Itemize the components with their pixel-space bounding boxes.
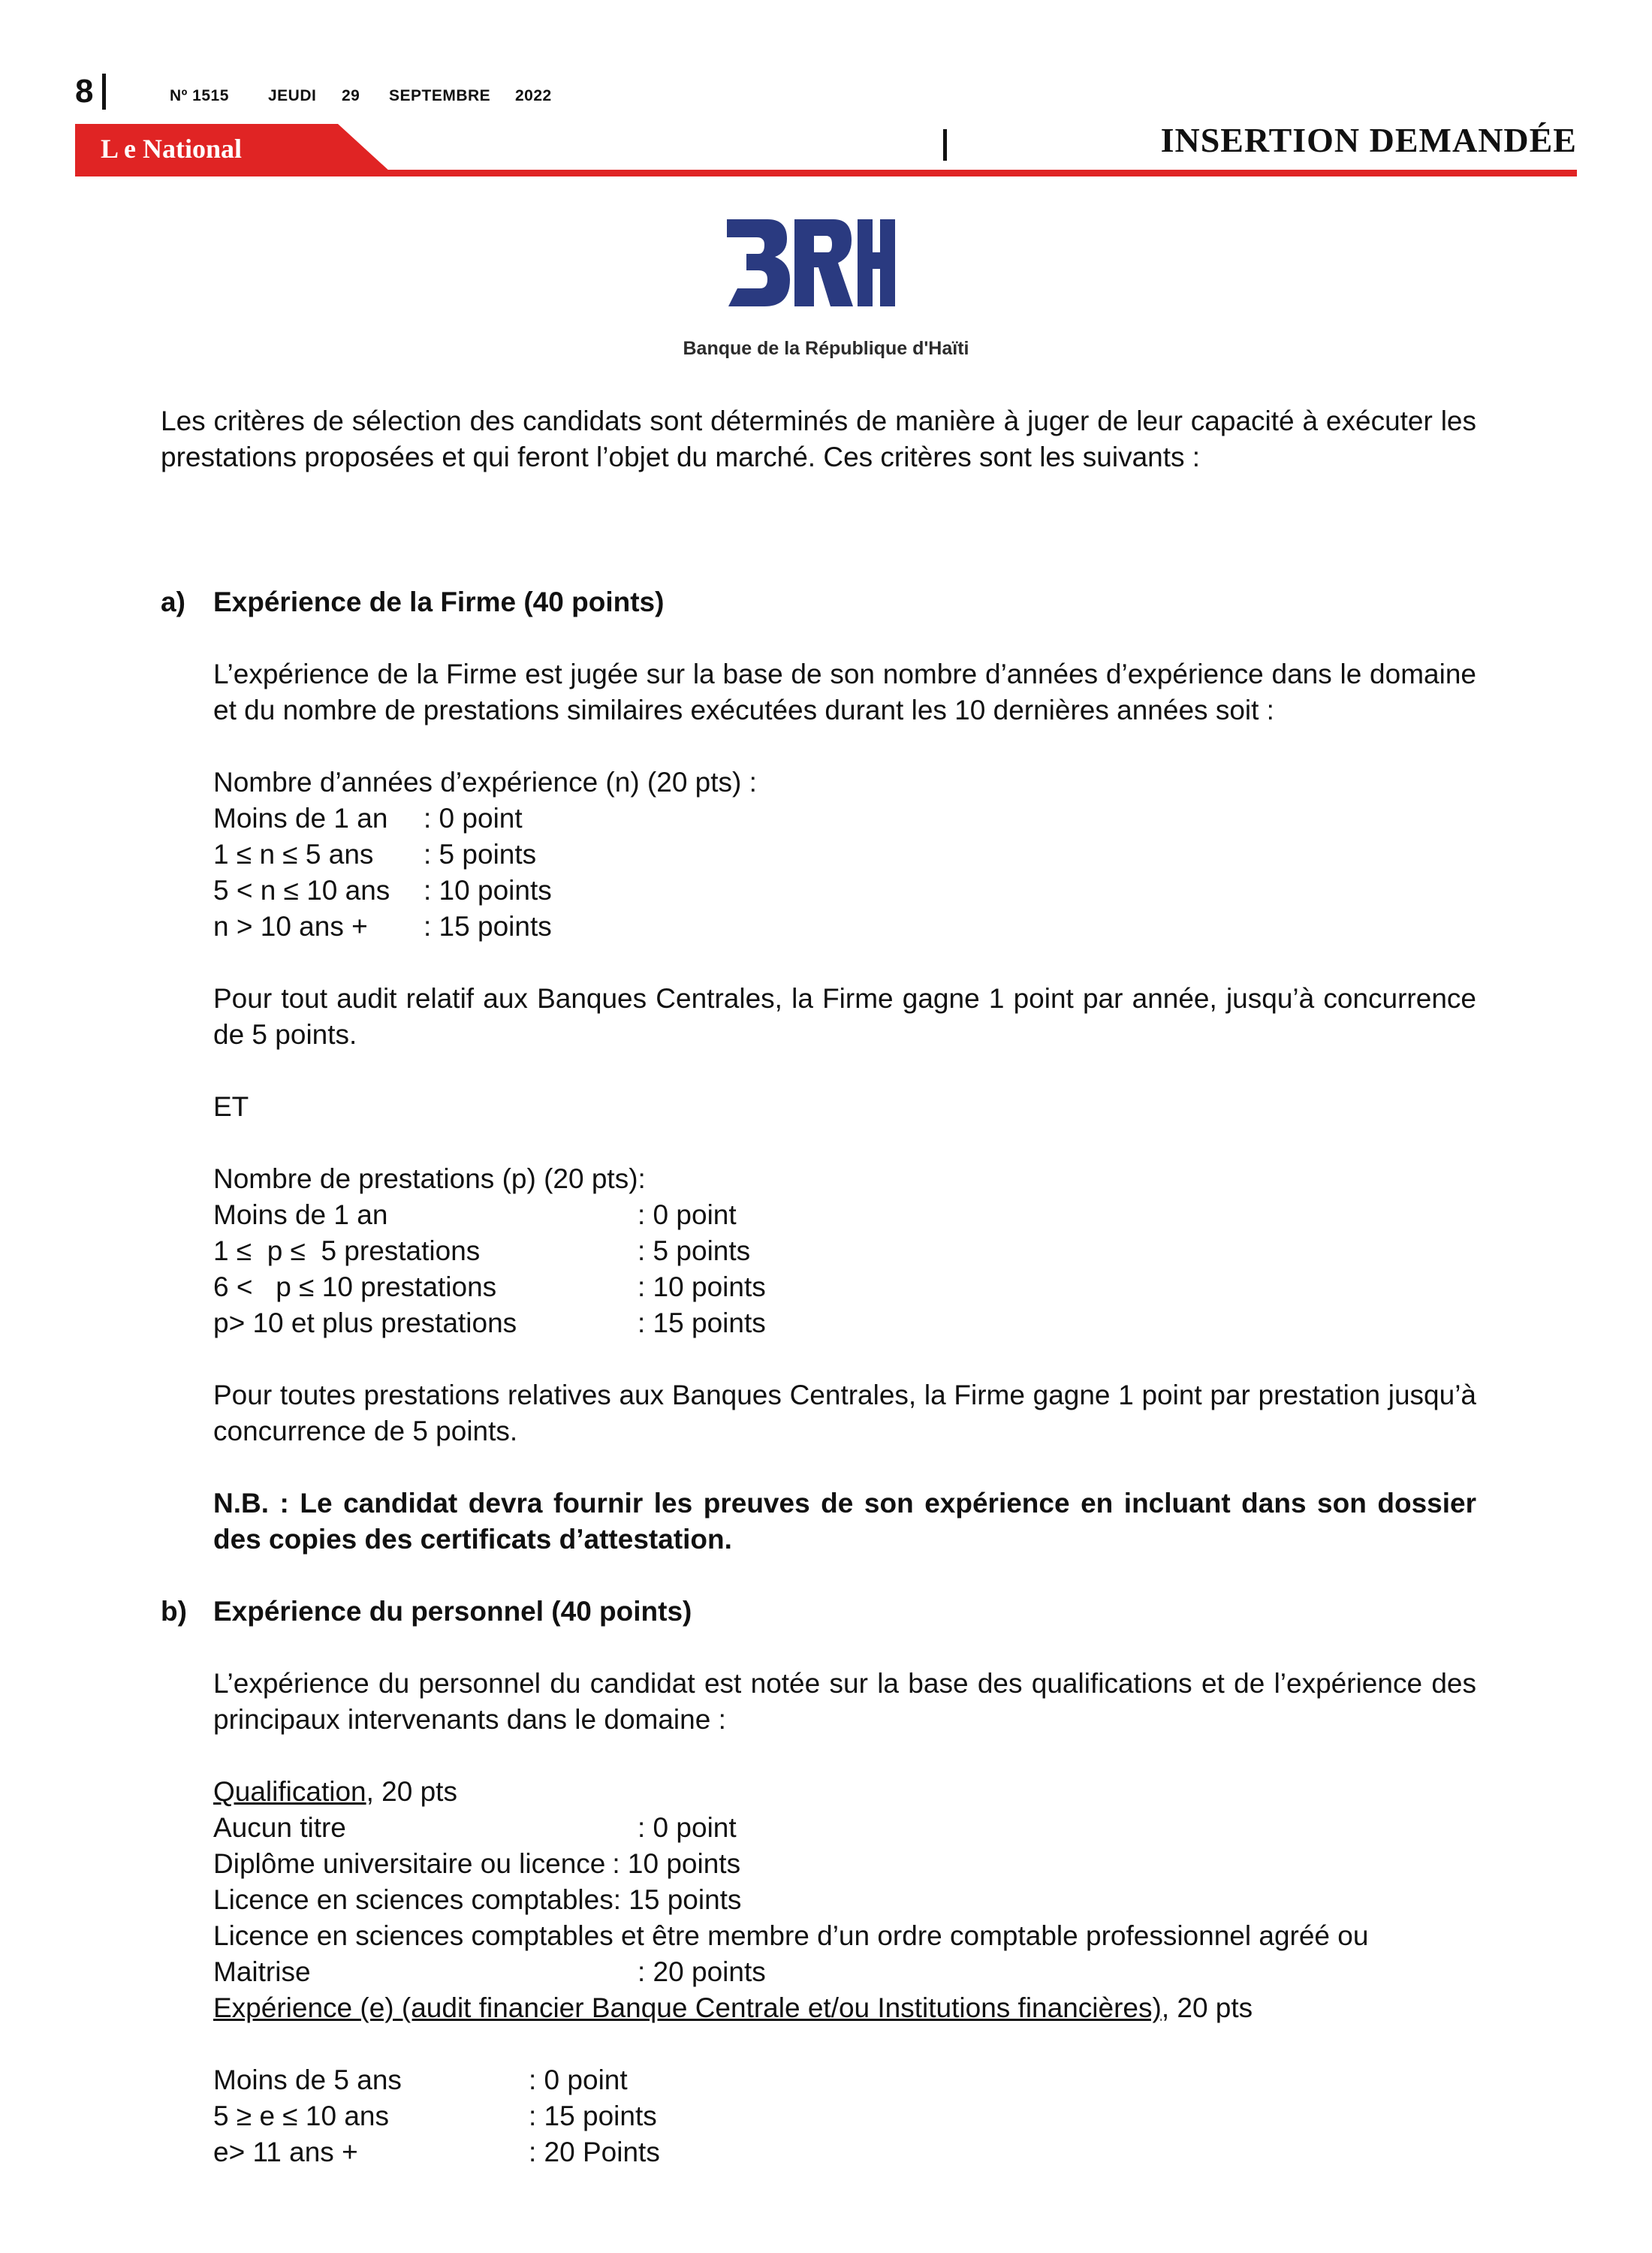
experience-row-value: : 20 Points bbox=[529, 2137, 660, 2167]
newspaper-name: L e National bbox=[101, 134, 243, 164]
qualification-heading-underlined: Qualification bbox=[213, 1776, 366, 1807]
years-heading: Nombre d’années d’expérience (n) (20 pts) : bbox=[213, 767, 757, 798]
years-row-value: : 5 points bbox=[424, 839, 537, 870]
years-row bbox=[161, 909, 1476, 945]
presta-row-label: 1 ≤ p ≤ 5 prestations bbox=[213, 1235, 481, 1266]
presta-row-value: : 0 point bbox=[638, 1199, 737, 1230]
years-row-value: : 15 points bbox=[424, 911, 552, 942]
presta-row-label: 6 < p ≤ 10 prestations bbox=[213, 1271, 497, 1302]
presta-note: Pour toutes prestations relatives aux Banques Centrales, la Firme gagne 1 point par prestation jusqu’à concurrence de 5 points. bbox=[213, 1380, 1476, 1446]
experience-row-label: 5 ≥ e ≤ 10 ans bbox=[213, 2101, 389, 2131]
experience-heading-points: , 20 pts bbox=[1161, 1992, 1253, 2023]
presta-row bbox=[161, 1305, 1476, 1341]
page-number: 8 bbox=[75, 73, 94, 110]
presta-row-label: p> 10 et plus prestations bbox=[213, 1307, 517, 1338]
section-a-title: Expérience de la Firme (40 points) bbox=[213, 587, 665, 617]
years-row-label: 5 < n ≤ 10 ans bbox=[213, 875, 390, 906]
page-number-divider bbox=[102, 74, 106, 110]
logo-caption: Banque de la République d'Haïti bbox=[683, 338, 969, 359]
presta-heading: Nombre de prestations (p) (20 pts): bbox=[213, 1163, 646, 1194]
qualification-row-value: : 15 points bbox=[613, 1884, 742, 1915]
years-row bbox=[161, 873, 1476, 909]
issue-day: JEUDI bbox=[268, 87, 317, 104]
section-b-description: L’expérience du personnel du candidat est notée sur la base des qualifications et de l’expérience des principaux intervenants dans le domaine : bbox=[213, 1668, 1476, 1735]
years-note: Pour tout audit relatif aux Banques Centrales, la Firme gagne 1 point par année, jusqu’à concurrence de 5 points. bbox=[213, 983, 1476, 1050]
section-b-letter: b) bbox=[161, 1596, 187, 1627]
qualification-row bbox=[161, 1846, 1476, 1882]
document-body bbox=[161, 403, 1476, 2170]
qualification-heading bbox=[161, 1774, 1476, 1810]
nb-note: N.B. : Le candidat devra fournir les preuves de son expérience en incluant dans son dossier des copies des certificats d’attestation. bbox=[213, 1488, 1476, 1555]
years-row bbox=[161, 801, 1476, 837]
section-a-description: L’expérience de la Firme est jugée sur la base de son nombre d’années d’expérience dans le domaine et du nombre de prestations similaires exécutées durant les 10 dernières années soit : bbox=[213, 659, 1476, 725]
section-a-heading bbox=[161, 584, 1476, 620]
header-divider bbox=[943, 129, 947, 161]
issue-number: Nº 1515 bbox=[170, 87, 229, 104]
experience-row-label: e> 11 ans + bbox=[213, 2137, 358, 2167]
presta-row-value: : 10 points bbox=[638, 1271, 766, 1302]
years-row bbox=[161, 837, 1476, 873]
years-row-label: 1 ≤ n ≤ 5 ans bbox=[213, 839, 374, 870]
brh-logo-icon bbox=[721, 210, 901, 323]
issue-month: SEPTEMBRE bbox=[389, 87, 491, 104]
years-row-value: : 0 point bbox=[424, 803, 523, 834]
page-number-block bbox=[75, 69, 106, 114]
section-b-heading bbox=[161, 1594, 1476, 1630]
years-row-value: : 10 points bbox=[424, 875, 552, 906]
header-rule bbox=[75, 170, 1577, 176]
qualification-row-label: Maitrise bbox=[213, 1956, 311, 1987]
years-row-label: n > 10 ans + bbox=[213, 911, 368, 942]
experience-row bbox=[161, 2134, 1476, 2170]
experience-row bbox=[161, 2062, 1476, 2098]
qualification-row bbox=[161, 1954, 1476, 1990]
qualification-row-value: : 10 points bbox=[612, 1848, 741, 1879]
experience-row-value: : 15 points bbox=[529, 2101, 657, 2131]
years-row-label: Moins de 1 an bbox=[213, 803, 388, 834]
presta-row bbox=[161, 1197, 1476, 1233]
qualification-row-value: : 0 point bbox=[638, 1812, 737, 1843]
section-b-title: Expérience du personnel (40 points) bbox=[213, 1596, 692, 1627]
qualification-row-label: Aucun titre bbox=[213, 1812, 346, 1843]
section-title: INSERTION DEMANDÉE bbox=[1160, 121, 1577, 159]
intro-paragraph: Les critères de sélection des candidats sont déterminés de manière à juger de leur capacité à exécuter les prestations proposées et qui feront l’objet du marché. Ces critères sont les suivants : bbox=[161, 406, 1476, 472]
qualification-row-label: Licence en sciences comptables bbox=[213, 1884, 613, 1915]
et-connector: ET bbox=[213, 1091, 249, 1122]
experience-row-label: Moins de 5 ans bbox=[213, 2064, 402, 2095]
presta-row bbox=[161, 1269, 1476, 1305]
issue-date: 29 bbox=[342, 87, 360, 104]
presta-row bbox=[161, 1233, 1476, 1269]
experience-row-value: : 0 point bbox=[529, 2064, 628, 2095]
qualification-row bbox=[161, 1810, 1476, 1846]
qualification-row-label: Diplôme universitaire ou licence bbox=[213, 1848, 606, 1879]
section-a-letter: a) bbox=[161, 587, 185, 617]
experience-heading bbox=[161, 1990, 1476, 2026]
experience-heading-underlined: Expérience (e) (audit financier Banque Centrale et/ou Institutions financières) bbox=[213, 1992, 1162, 2023]
presta-row-value: : 15 points bbox=[638, 1307, 766, 1338]
presta-row-value: : 5 points bbox=[638, 1235, 751, 1266]
presta-row-label: Moins de 1 an bbox=[213, 1199, 388, 1230]
qualification-long-row: Licence en sciences comptables et être membre d’un ordre comptable professionnel agréé ou bbox=[213, 1920, 1369, 1951]
qualification-row-value: : 20 points bbox=[638, 1956, 766, 1987]
qualification-heading-points: , 20 pts bbox=[366, 1776, 457, 1807]
qualification-row bbox=[161, 1882, 1476, 1918]
experience-row bbox=[161, 2098, 1476, 2134]
issue-year: 2022 bbox=[515, 87, 552, 104]
